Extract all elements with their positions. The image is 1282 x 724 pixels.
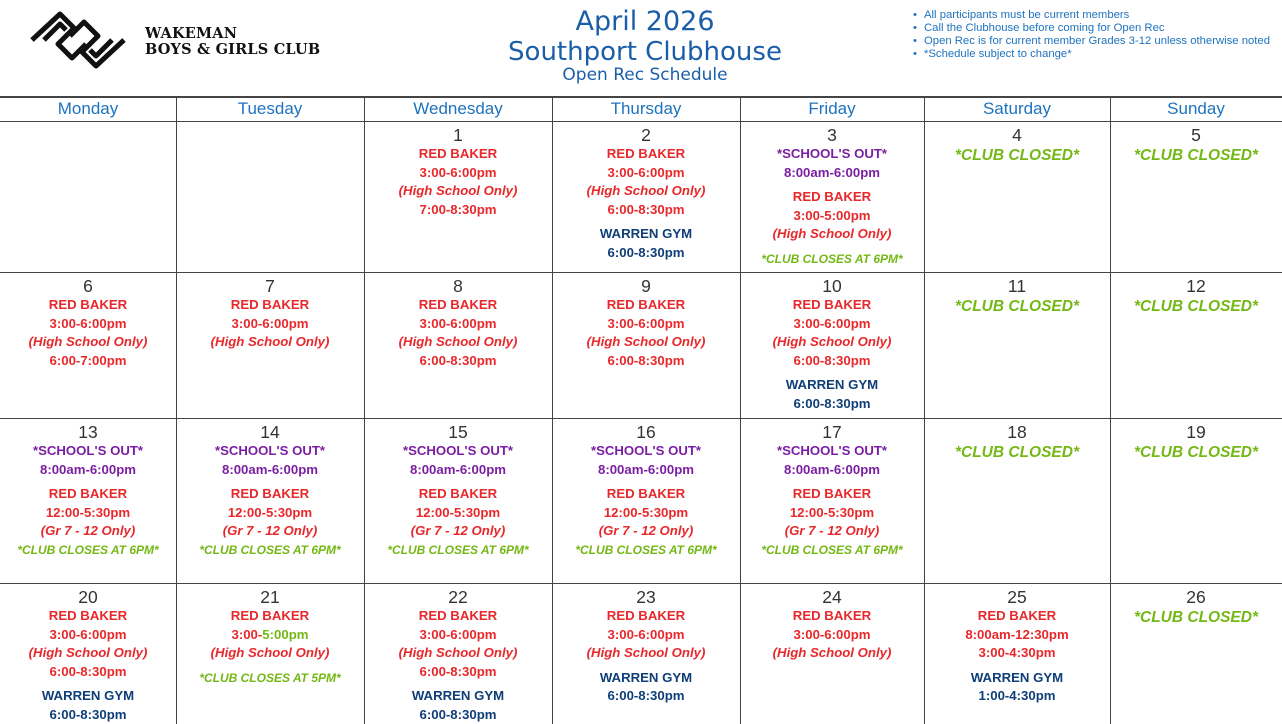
school-out-line: *SCHOOL'S OUT* [776,146,888,161]
red-baker-line: RED BAKER [792,486,872,501]
club-closed-label: *CLUB CLOSED* [1133,609,1258,626]
red-baker-line: RED BAKER [230,297,310,312]
day-number: 1 [453,125,463,145]
org-name-line1: WAKEMAN [145,25,238,42]
red-baker-line: 6:00-8:30pm [793,352,871,368]
day-number: 10 [822,276,842,296]
page-title: April 2026 [575,6,715,37]
day-number: 11 [1007,276,1027,296]
calendar-day-cell [740,126,924,268]
org-name [145,26,320,58]
day-number: 12 [1186,276,1206,296]
red-baker-line: (High School Only) [586,645,706,660]
red-baker-line: 6:00-8:30pm [607,201,685,217]
red-baker-line: 6:00-7:00pm [49,352,127,368]
closing-time-notice: *CLUB CLOSES AT 6PM* [387,542,529,557]
grid-col-line [1110,96,1111,724]
calendar-day-cell [552,423,740,559]
red-baker-line: RED BAKER [418,146,498,161]
day-number: 26 [1186,587,1206,607]
club-closed-label: *CLUB CLOSED* [954,298,1079,315]
red-baker-line: RED BAKER [230,486,310,501]
day-number: 22 [448,587,468,607]
day-header-monday: Monday [57,99,119,118]
school-out-line: *SCHOOL'S OUT* [32,443,144,458]
day-number: 6 [83,276,93,296]
warren-gym-line: WARREN GYM [41,688,135,703]
red-baker-line: RED BAKER [606,486,686,501]
school-out-line: 8:00am-6:00pm [783,461,881,477]
red-baker-line: 7:00-8:30pm [419,201,497,217]
day-number: 23 [636,587,656,607]
red-baker-line: (Gr 7 - 12 Only) [40,523,136,538]
day-header-thursday: Thursday [610,99,682,118]
red-baker-line: 3:00-6:00pm [419,626,497,642]
page-header [430,6,860,84]
red-baker-line: 12:00-5:30pm [45,504,131,520]
calendar-day-cell [552,126,740,262]
day-number: 7 [265,276,275,296]
day-number: 4 [1012,125,1022,145]
red-baker-line: (High School Only) [772,226,892,241]
red-baker-line: 12:00-5:30pm [415,504,501,520]
red-baker-line: (Gr 7 - 12 Only) [598,523,694,538]
calendar-day-cell [1110,277,1282,318]
calendar-day-cell [0,588,176,724]
school-out-line: 8:00am-6:00pm [597,461,695,477]
red-baker-line: 12:00-5:30pm [789,504,875,520]
warren-gym-line: WARREN GYM [970,669,1064,685]
red-baker-line: 3:00-5:00pm [793,207,871,223]
grid-row-line [0,583,1282,584]
day-number: 24 [822,587,842,607]
notes-list [910,9,1270,61]
calendar-day-cell [176,423,364,559]
club-closed-label: *CLUB CLOSED* [954,444,1079,461]
red-baker-line: (High School Only) [210,645,330,660]
day-number: 25 [1007,587,1027,607]
closing-time-notice: *CLUB CLOSES AT 6PM* [17,542,159,557]
calendar-day-cell [1110,423,1282,464]
red-baker-line: 12:00-5:30pm [227,504,313,520]
club-closed-label: *CLUB CLOSED* [954,147,1079,164]
school-out-line: *SCHOOL'S OUT* [402,443,514,458]
red-baker-line: RED BAKER [418,297,498,312]
red-baker-line: 3:00-6:00pm [793,626,871,642]
school-out-line: 8:00am-6:00pm [409,461,507,477]
calendar-day-cell [364,126,552,219]
red-baker-line: RED BAKER [418,608,498,623]
red-baker-line: 8:00am-12:30pm [965,626,1069,642]
day-header-friday: Friday [808,99,856,118]
red-baker-line: 3:00-6:00pm [793,315,871,331]
red-baker-line: (High School Only) [210,334,330,349]
red-baker-line: (High School Only) [398,645,518,660]
day-number: 17 [822,422,842,442]
calendar-day-cell [0,423,176,559]
day-number: 13 [78,422,98,442]
red-baker-line: 3:00-6:00pm [49,315,127,331]
calendar-day-cell [740,588,924,663]
warren-gym-line: WARREN GYM [785,377,879,392]
red-baker-line: 3:00-6:00pm [49,626,127,642]
red-baker-line: 6:00-8:30pm [419,352,497,368]
warren-gym-line: WARREN GYM [599,226,693,241]
closing-time-notice: *CLUB CLOSES AT 6PM* [761,542,903,557]
red-baker-line: RED BAKER [977,608,1057,623]
school-out-line: 8:00am-6:00pm [783,164,881,180]
red-baker-line: RED BAKER [418,486,498,501]
note-item: • Open Rec is for current member Grades 3-12 unless otherwise noted [910,35,1270,48]
time-suffix: 5:00pm [262,626,309,642]
calendar-day-cell [1110,588,1282,629]
red-baker-line: 3:00-6:00pm [607,164,685,180]
red-baker-line: (Gr 7 - 12 Only) [410,523,506,538]
warren-gym-line: 6:00-8:30pm [419,706,497,722]
calendar-day-cell [176,277,364,352]
red-baker-line: RED BAKER [606,297,686,312]
red-baker-line: 3:00-5:00pm [231,626,309,642]
warren-gym-line: 6:00-8:30pm [49,706,127,722]
day-number: 16 [636,422,656,442]
red-baker-line: 6:00-8:30pm [419,663,497,679]
school-out-line: 8:00am-6:00pm [221,461,319,477]
red-baker-line: 12:00-5:30pm [603,504,689,520]
closing-time-notice: *CLUB CLOSES AT 6PM* [761,251,903,266]
day-number: 14 [260,422,280,442]
school-out-line: *SCHOOL'S OUT* [776,443,888,458]
day-number: 2 [641,125,651,145]
school-out-line: *SCHOOL'S OUT* [214,443,326,458]
red-baker-line: RED BAKER [792,297,872,312]
warren-gym-line: WARREN GYM [411,688,505,703]
day-number: 18 [1007,422,1027,442]
club-logo [28,10,328,70]
warren-gym-line: WARREN GYM [599,669,693,685]
calendar-day-cell [364,277,552,370]
calendar-day-cell [552,277,740,370]
calendar-day-cell [924,423,1110,464]
closing-time-notice: *CLUB CLOSES AT 6PM* [575,542,717,557]
warren-gym-line: 6:00-8:30pm [793,395,871,411]
red-baker-line: 3:00-6:00pm [419,315,497,331]
red-baker-line: RED BAKER [48,486,128,501]
day-number: 5 [1191,125,1201,145]
school-out-line: *SCHOOL'S OUT* [590,443,702,458]
day-header-saturday: Saturday [982,99,1052,118]
closing-time-notice: *CLUB CLOSES AT 6PM* [199,542,341,557]
calendar-day-cell [924,588,1110,706]
school-out-line: 8:00am-6:00pm [39,461,137,477]
note-item: • Call the Clubhouse before coming for Open Rec [910,22,1270,35]
red-baker-line: RED BAKER [606,608,686,623]
day-number: 8 [453,276,463,296]
grid-row-line [0,121,1282,122]
day-header-tuesday: Tuesday [237,99,303,118]
red-baker-line: (High School Only) [28,645,148,660]
day-number: 21 [260,587,280,607]
red-baker-line: RED BAKER [48,608,128,623]
grid-row-line [0,418,1282,419]
red-baker-line: RED BAKER [230,608,310,623]
day-number: 15 [448,422,468,442]
calendar-day-cell [176,588,364,687]
calendar-day-cell [740,423,924,559]
club-closed-label: *CLUB CLOSED* [1133,444,1258,461]
calendar-day-cell [364,588,552,724]
day-number: 3 [827,125,837,145]
schedule-subtitle: Open Rec Schedule [562,65,728,85]
club-closed-label: *CLUB CLOSED* [1133,298,1258,315]
calendar-day-cell [924,277,1110,318]
calendar-day-cell [740,277,924,413]
closing-time-notice: *CLUB CLOSES AT 5PM* [199,670,341,685]
red-baker-line: (High School Only) [398,334,518,349]
day-header-sunday: Sunday [1167,99,1225,118]
red-baker-line: (High School Only) [28,334,148,349]
red-baker-line: 3:00-6:00pm [419,164,497,180]
red-baker-line: (High School Only) [398,183,518,198]
red-baker-line: 3:00-6:00pm [231,315,309,331]
grid-row-line [0,272,1282,273]
club-closed-label: *CLUB CLOSED* [1133,147,1258,164]
red-baker-line: 3:00-6:00pm [607,626,685,642]
red-baker-line: RED BAKER [606,146,686,161]
red-baker-line: (High School Only) [586,183,706,198]
note-item: • *Schedule subject to change* [910,48,1270,61]
warren-gym-line: 1:00-4:30pm [978,688,1056,703]
hands-logo-icon [28,10,128,70]
red-baker-line: (High School Only) [772,334,892,349]
calendar-day-cell [552,588,740,706]
day-header-wednesday: Wednesday [413,99,503,118]
calendar-day-cell [1110,126,1282,167]
calendar-day-cell [0,277,176,370]
org-name-line2: BOYS & GIRLS CLUB [145,41,321,58]
red-baker-line: RED BAKER [48,297,128,312]
warren-gym-line: 6:00-8:30pm [607,688,685,703]
note-item: • All participants must be current members [910,9,1270,22]
calendar-day-cell [924,126,1110,167]
red-baker-line: (Gr 7 - 12 Only) [222,523,318,538]
red-baker-line: 3:00-4:30pm [978,645,1056,660]
red-baker-line: RED BAKER [792,189,872,204]
warren-gym-line: 6:00-8:30pm [607,244,685,260]
red-baker-line: 3:00-6:00pm [607,315,685,331]
red-baker-line: (High School Only) [586,334,706,349]
red-baker-line: 6:00-8:30pm [49,663,127,679]
day-number: 20 [78,587,98,607]
day-number: 19 [1186,422,1206,442]
red-baker-line: 6:00-8:30pm [607,352,685,368]
calendar-day-cell [364,423,552,559]
red-baker-line: RED BAKER [792,608,872,623]
day-number: 9 [641,276,651,296]
red-baker-line: (High School Only) [772,645,892,660]
red-baker-line: (Gr 7 - 12 Only) [784,523,880,538]
clubhouse-name: Southport Clubhouse [508,37,782,67]
